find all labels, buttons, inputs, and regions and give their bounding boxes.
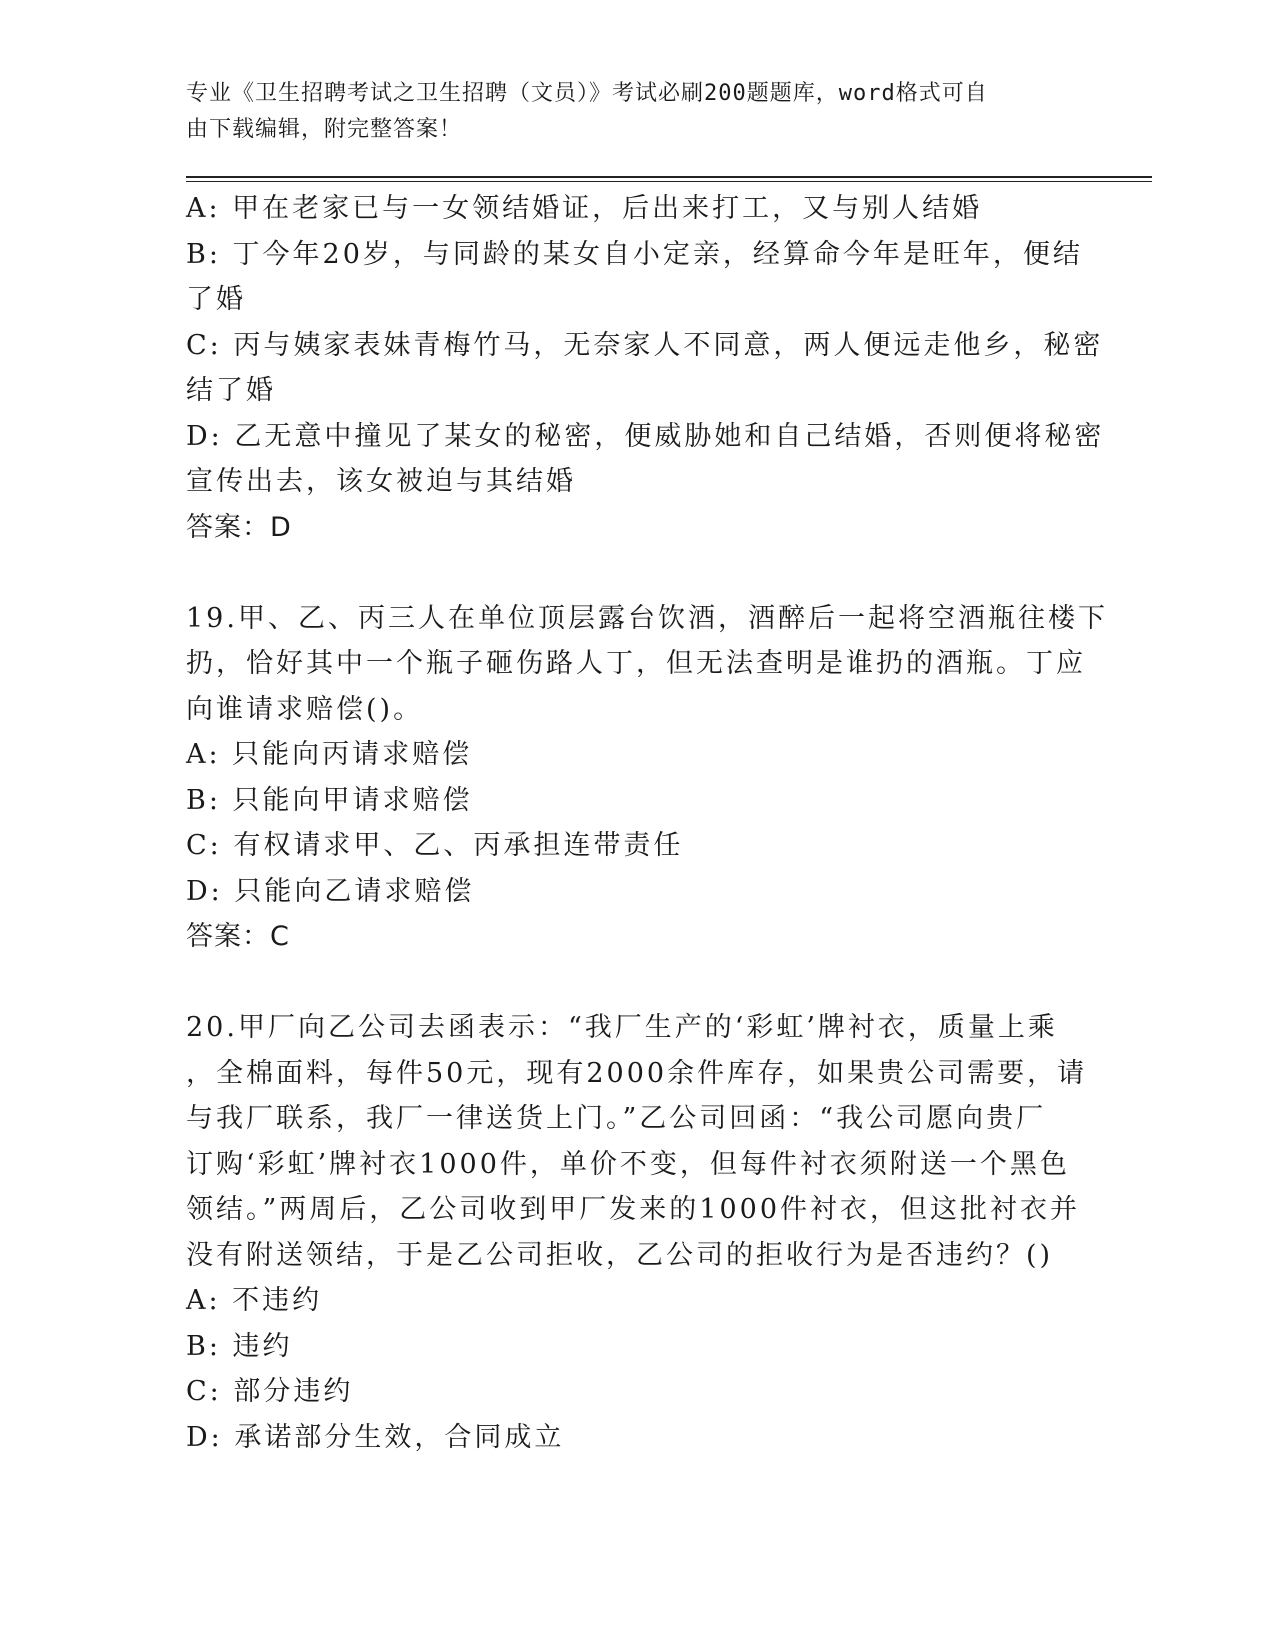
header-line: 专业《卫生招聘考试之卫生招聘（文员）》考试必刷200题题库，word格式可自 <box>186 81 988 106</box>
option-b-continued: 了婚 <box>186 284 246 315</box>
spacer <box>186 960 1066 1006</box>
option-a: A: 不违约 <box>186 1285 323 1316</box>
option-c: C: 有权请求甲、乙、丙承担连带责任 <box>186 830 684 861</box>
header-line: 由下载编辑，附完整答案！ <box>186 117 463 142</box>
option-c: C: 部分违约 <box>186 1376 354 1407</box>
option-b: B: 违约 <box>186 1330 293 1362</box>
answer-label: 答案：C <box>186 921 290 952</box>
option-d: D: 承诺部分生效，合同成立 <box>186 1421 565 1453</box>
header-divider-thin <box>186 181 1152 182</box>
question-stem: 扔，恰好其中一个瓶子砸伤路人丁，但无法查明是谁扔的酒瓶。丁应 <box>186 648 1086 679</box>
question-stem: 20.甲厂向乙公司去函表示：“我厂生产的‘彩虹’牌衬衣，质量上乘 <box>186 1012 1058 1043</box>
answer-label: 答案：D <box>186 511 292 543</box>
question-stem: 领结。”两周后，乙公司收到甲厂发来的1000件衬衣，但这批衬衣并 <box>186 1194 1081 1225</box>
option-c-continued: 结了婚 <box>186 375 276 406</box>
option-d: D: 乙无意中撞见了某女的秘密，便威胁她和自己结婚，否则便将秘密 <box>186 420 1105 452</box>
question-content <box>186 186 1108 1460</box>
spacer <box>186 550 1066 596</box>
option-c: C: 丙与姨家表妹青梅竹马，无奈家人不同意，两人便远走他乡，秘密 <box>186 329 1104 361</box>
header-divider <box>186 176 1152 178</box>
question-stem: 与我厂联系，我厂一律送货上门。”乙公司回函：“我公司愿向贵厂 <box>186 1103 1047 1134</box>
option-d: D: 只能向乙请求赔偿 <box>186 875 475 907</box>
option-b: B: 丁今年20岁，与同龄的某女自小定亲，经算命今年是旺年，便结 <box>186 238 1083 270</box>
question-18-block <box>186 186 1105 550</box>
question-stem: 向谁请求赔偿()。 <box>186 693 424 725</box>
option-a: A: 只能向丙请求赔偿 <box>186 739 473 770</box>
document-header <box>186 76 1066 148</box>
question-stem: 19.甲、乙、丙三人在单位顶层露台饮酒，酒醉后一起将空酒瓶往楼下 <box>186 602 1108 634</box>
question-stem: 没有附送领结，于是乙公司拒收，乙公司的拒收行为是否违约？() <box>186 1239 1054 1271</box>
question-20-block <box>186 1005 1088 1460</box>
option-a: A: 甲在老家已与一女领结婚证，后出来打工，又与别人结婚 <box>186 193 983 224</box>
option-b: B: 只能向甲请求赔偿 <box>186 784 473 816</box>
question-stem: ，全棉面料，每件50元，现有2000余件库存，如果贵公司需要，请 <box>186 1057 1088 1089</box>
option-d-continued: 宣传出去，该女被迫与其结婚 <box>186 466 576 497</box>
question-stem: 订购‘彩虹’牌衬衣1000件，单价不变，但每件衬衣须附送一个黑色 <box>186 1148 1070 1180</box>
question-19-block <box>186 596 1108 960</box>
